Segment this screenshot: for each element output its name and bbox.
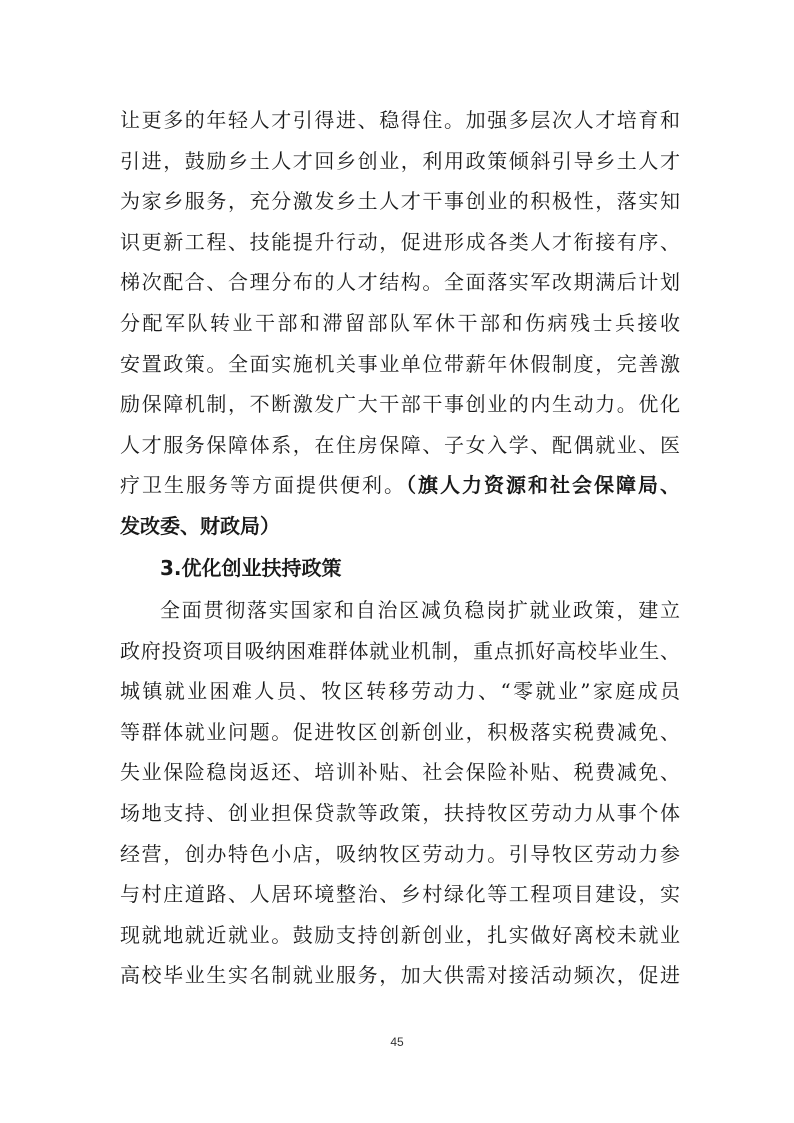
- paragraph-line: 等群体就业问题。促进牧区创新创业，积极落实税费减免、: [120, 719, 680, 744]
- paragraph-text: 疗卫生服务等方面提供便利。: [120, 473, 406, 498]
- paragraph-line: 梯次配合、合理分布的人才结构。全面落实军改期满后计划: [120, 270, 680, 295]
- paragraph-line: 识更新工程、技能提升行动，促进形成各类人才衔接有序、: [120, 229, 680, 254]
- paragraph-line: 政府投资项目吸纳困难群体就业机制，重点抓好高校毕业生、: [120, 638, 680, 663]
- paragraph-entrepreneurship-policy: [120, 590, 680, 996]
- paragraph-line: 全面贯彻落实国家和自治区减负稳岗扩就业政策，建立: [160, 598, 680, 622]
- paragraph-talent-policy: [120, 100, 680, 547]
- paragraph-line: 经营，创办特色小店，吸纳牧区劳动力。引导牧区劳动力参: [120, 841, 680, 866]
- paragraph-line: 城镇就业困难人员、牧区转移劳动力、“零就业”家庭成员: [120, 679, 680, 704]
- page-number: 45: [390, 1035, 404, 1049]
- paragraph-line: 场地支持、创业担保贷款等政策，扶持牧区劳动力从事个体: [120, 800, 680, 825]
- section-heading-block: [120, 548, 680, 589]
- paragraph-line-mixed: [120, 465, 680, 506]
- paragraph-line: 为家乡服务，充分激发乡土人才干事创业的积极性，落实知: [120, 189, 680, 214]
- paragraph-line: 现就地就近就业。鼓励支持创新创业，扎实做好离校未就业: [120, 922, 680, 947]
- paragraph-line: 与村庄道路、人居环境整治、乡村绿化等工程项目建设，实: [120, 882, 680, 907]
- paragraph-line: 人才服务保障体系，在住房保障、子女入学、配偶就业、医: [120, 432, 680, 457]
- paragraph-line: 引进，鼓励乡土人才回乡创业，利用政策倾斜引导乡土人才: [120, 148, 680, 173]
- paragraph-line: 高校毕业生实名制就业服务，加大供需对接活动频次，促进: [120, 963, 680, 988]
- paragraph-line: 励保障机制，不断激发广大干部干事创业的内生动力。优化: [120, 392, 680, 417]
- responsible-departments-continued: 发改委、财政局）: [120, 513, 280, 538]
- paragraph-line: 失业保险稳岗返还、培训补贴、社会保险补贴、税费减免、: [120, 760, 680, 785]
- section-heading: 3.优化创业扶持政策: [160, 556, 342, 580]
- paragraph-line: 安置政策。全面实施机关事业单位带薪年休假制度，完善激: [120, 351, 680, 376]
- responsible-departments: （旗人力资源和社会保障局、: [406, 473, 680, 498]
- paragraph-line: 让更多的年轻人才引得进、稳得住。加强多层次人才培育和: [120, 108, 680, 132]
- paragraph-line: 分配军队转业干部和滞留部队军休干部和伤病残士兵接收: [120, 310, 680, 335]
